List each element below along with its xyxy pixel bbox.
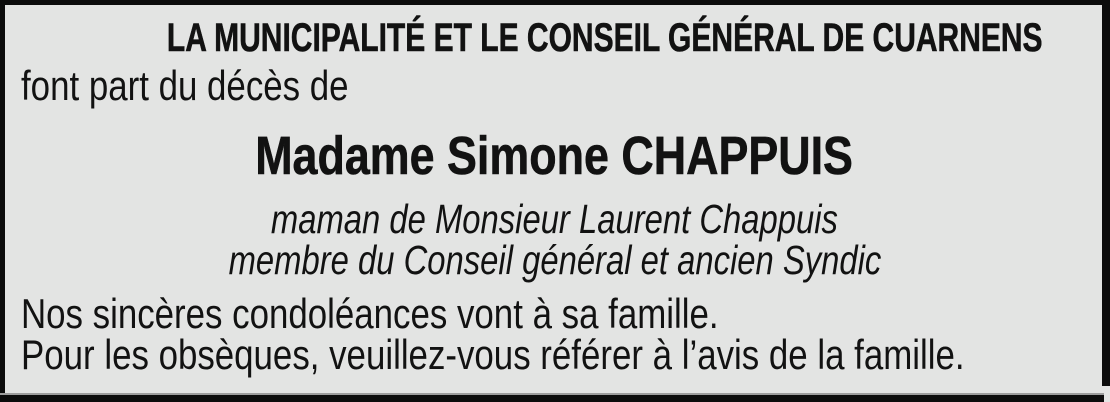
relation-line-2 [21, 237, 1088, 283]
condolences-text: Nos sincères condoléances vont à sa famille. [21, 290, 719, 337]
condolences-line [21, 290, 1088, 337]
funeral-info-line [21, 331, 1088, 378]
notice-header [21, 15, 1088, 61]
intro-text: font part du décès de [21, 62, 349, 109]
notice-header-text: LA MUNICIPALITÉ ET LE CONSEIL GÉNÉRAL DE CUARNENS [166, 16, 1043, 60]
deceased-name-text: Madame Simone CHAPPUIS [255, 126, 854, 186]
notice-content [5, 5, 1102, 393]
notice-border-right [1102, 0, 1110, 386]
intro-line [21, 61, 1088, 111]
relation-line-1-text: maman de Monsieur Laurent Chappuis [270, 196, 839, 242]
relation-line-2-text: membre du Conseil général et ancien Syndic [228, 237, 881, 283]
relation-line-1 [21, 196, 1088, 242]
funeral-info-text: Pour les obsèques, veuillez-vous référer à l’avis de la famille. [21, 331, 965, 378]
notice-border-bottom [0, 393, 1104, 402]
deceased-name [21, 125, 1088, 187]
